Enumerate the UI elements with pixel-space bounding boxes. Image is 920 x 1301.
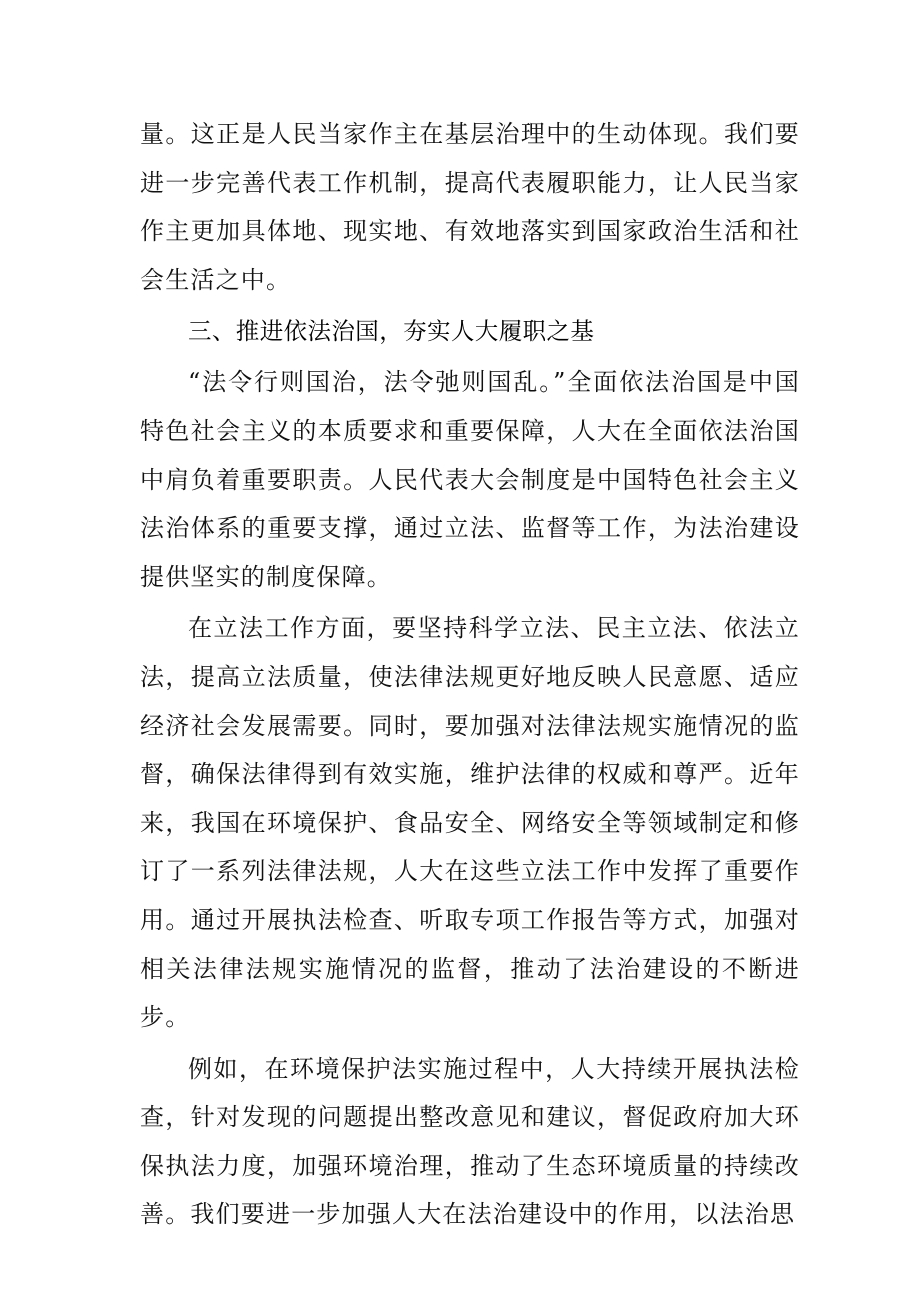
section-heading-3: 三、推进依法治国，夯实人大履职之基 — [188, 317, 595, 346]
document-body — [140, 110, 800, 1239]
paragraph-4: 例如，在环境保护法实施过程中，人大持续开展执法检查，针对发现的问题提出整改意见和建议，督促政府加大环保执法力度，加强环境治理，推动了生态环境质量的持续改善。我们要进一步加强人大在法治建设中的作用，以法治思 — [140, 1054, 800, 1229]
paragraph-1: 量。这正是人民当家作主在基层治理中的生动体现。我们要进一步完善代表工作机制，提高代表履职能力，让人民当家作主更加具体地、现实地、有效地落实到国家政治生活和社会生活之中。 — [140, 120, 800, 294]
paragraph-2: “法令行则国治，法令弛则国乱。”全面依法治国是中国特色社会主义的本质要求和重要保障，人大在全面依法治国中肩负着重要职责。人民代表大会制度是中国特色社会主义法治体系的重要支撑，通过立法、监督等工作，为法治建设提供坚实的制度保障。 — [140, 368, 800, 591]
paragraph-3: 在立法工作方面，要坚持科学立法、民主立法、依法立法，提高立法质量，使法律法规更好地反映人民意愿、适应经济社会发展需要。同时，要加强对法律法规实施情况的监督，确保法律得到有效实施，维护法律的权威和尊严。近年来，我国在环境保护、食品安全、网络安全等领域制定和修订了一系列法律法规，人大在这些立法工作中发挥了重要作用。通过开展执法检查、听取专项工作报告等方式，加强对相关法律法规实施情况的监督，推动了法治建设的不断进步。 — [140, 614, 800, 1032]
